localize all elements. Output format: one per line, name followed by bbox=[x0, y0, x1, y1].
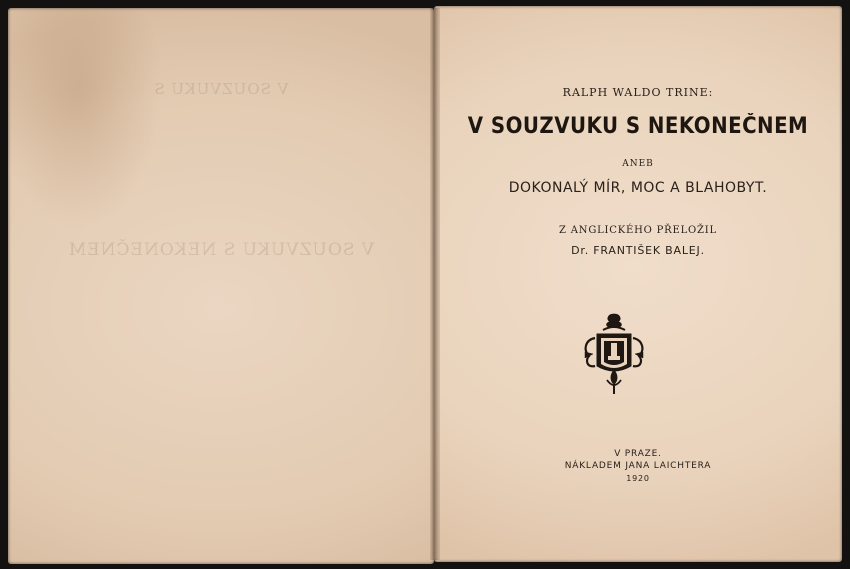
publication-year: 1920 bbox=[626, 474, 650, 483]
book-gutter bbox=[430, 8, 440, 560]
show-through-text-middle: V SOUZVUKU S NEKONEČNEM bbox=[67, 240, 375, 260]
book-subtitle: DOKONALÝ MÍR, MOC A BLAHOBYT. bbox=[508, 180, 768, 196]
show-through-text-top: V SOUZVUKU S bbox=[153, 80, 289, 98]
left-page bbox=[8, 8, 434, 564]
translator-name: Dr. FRANTIŠEK BALEJ. bbox=[571, 244, 705, 257]
title-conjunction: ANEB bbox=[622, 159, 654, 169]
book-title: V SOUZVUKU S NEKONEČNEM bbox=[467, 114, 809, 139]
publisher-city: V PRAZE. bbox=[614, 449, 662, 459]
author-name: RALPH WALDO TRINE: bbox=[562, 86, 714, 99]
translation-label: Z ANGLICKÉHO PŘELOŽIL bbox=[559, 225, 717, 236]
open-book bbox=[6, 4, 844, 564]
title-page bbox=[434, 6, 842, 562]
publisher-name: NÁKLADEM JANA LAICHTERA bbox=[564, 461, 712, 471]
publisher-emblem-icon bbox=[581, 310, 647, 396]
